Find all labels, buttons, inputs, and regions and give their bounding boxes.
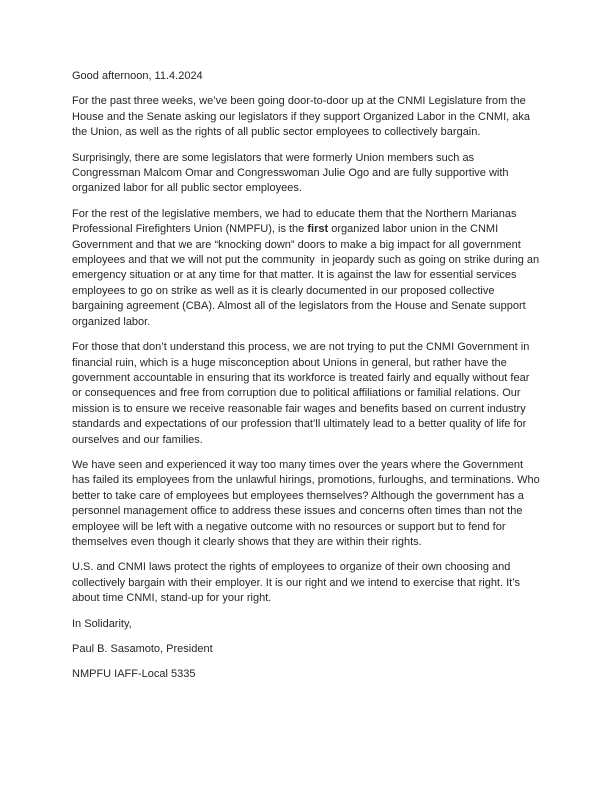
paragraph-text-after-bold: organized labor union in the CNMI Government and that we are “knocking down” doors to make a big impact for all government employees and that we will not put the community in jeopardy such as going on strike during an emergency situation or at any time for that matter. It is against the law for essential services employees to go on strike as well as it is clearly documented in our proposed collective bargaining agreement (CBA). Almost all of the legislators from the House and Senate support organized labor. <box>72 223 543 328</box>
bold-word-first: first <box>307 223 329 236</box>
paragraph-misconception: For those that don’t understand this process, we are not trying to put the CNMI Government in financial ruin, which is a huge misconception about Unions in general, but rather have the government accountable in ensuring that its workforce is treated fairly and equally without fear or consequences and free from corruption due to political affiliations or familial relations. Our mission is to ensure we receive reasonable fair wages and benefits based on current industry standards and expectations of our profession that’ll ultimately lead to a better quality of life for ourselves and our families. <box>72 341 533 446</box>
paragraph-text-before-bold: For the rest of the legislative members, we had to educate them that the Northern Marianas Professional Firefighters Union (NMPFU), is the <box>72 207 520 236</box>
paragraph-educate-members <box>72 207 543 330</box>
closing-line: In Solidarity, <box>72 617 132 630</box>
paragraph-door-to-door: For the past three weeks, we’ve been going door-to-door up at the CNMI Legislature from the House and the Senate asking our legislators if they support Organized Labor in the CNMI, aka the Union, as well as the rights of all public sector employees to collectively bargain. <box>72 95 534 139</box>
paragraph-government-failures: We have seen and experienced it way too many times over the years where the Government has failed its employees from the unlawful hirings, promotions, furloughs, and terminations. Who better to take care of employees but employees themselves? Although the government has a personnel management office to address these issues and concerns often times than not the employee will be left with a negative outcome with no resources or support but to fend for themselves even though it clearly shows that they are within their rights. <box>72 458 543 548</box>
paragraph-laws-protect: U.S. and CNMI laws protect the rights of employees to organize of their own choosing and collectively bargain with their employer. It is our right and we intend to exercise that right. It’s about time CNMI, stand-up for your right. <box>72 561 524 605</box>
signature-name: Paul B. Sasamoto, President <box>72 643 213 655</box>
paragraph-supportive-legislators: Surprisingly, there are some legislators that were formerly Union members such as Congressman Malcom Omar and Congresswoman Julie Ogo and are fully supportive with organized labor for all public sector employees. <box>72 151 512 195</box>
signature-organization: NMPFU IAFF-Local 5335 <box>72 668 196 681</box>
greeting-line: Good afternoon, 11.4.2024 <box>72 70 203 82</box>
